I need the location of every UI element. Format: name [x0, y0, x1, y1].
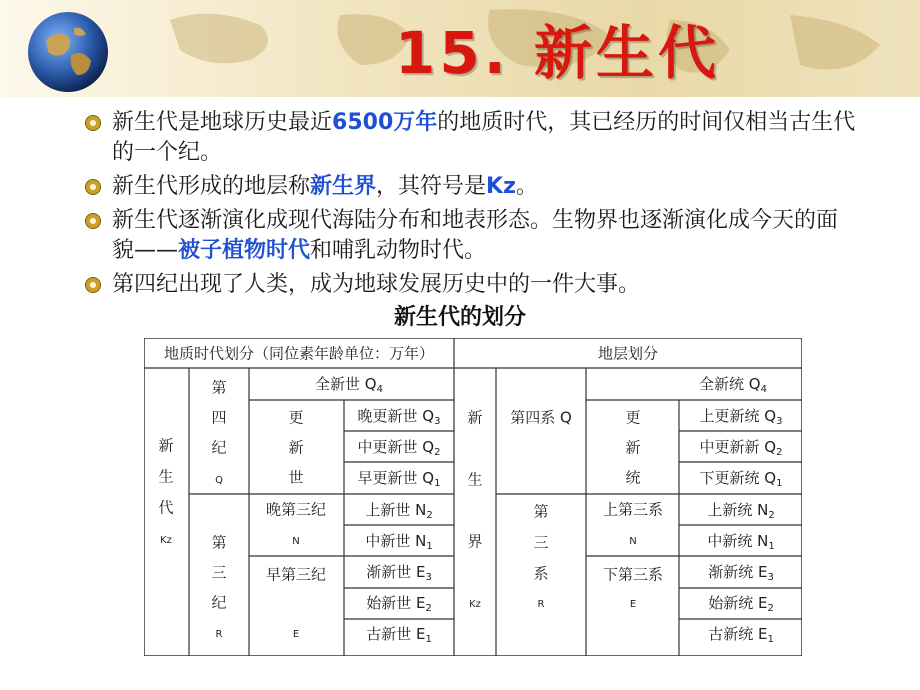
series-pleistocene-char: 更 [625, 408, 641, 427]
system-upper-symbol: N [629, 536, 637, 547]
bullet-text: 第四纪出现了人类，成为地球发展历史中的一件大事。 [112, 272, 641, 297]
table-caption: 新生代的划分 [393, 305, 526, 330]
system-tertiary-char: 第 [533, 502, 549, 521]
epoch-r: 始新世 $E_2$ [366, 593, 432, 614]
series-q: 下更新统 $Q_1$ [699, 468, 783, 489]
highlight-text: 被子植物时代 [178, 238, 311, 263]
system-tertiary-symbol: R [537, 599, 545, 610]
epoch-r: 渐新世 $E_3$ [366, 562, 432, 583]
highlight-text: 6500万年 [332, 110, 438, 135]
bullet-item [78, 270, 858, 300]
system-tertiary-char: 系 [533, 564, 549, 583]
erathem-char: 生 [467, 470, 483, 489]
series-r: 上新统 $N_2$ [707, 500, 775, 521]
bullet-item [78, 206, 858, 266]
series-pleistocene-char: 统 [625, 468, 641, 487]
epoch-pleistocene-char: 新 [288, 438, 304, 457]
period-char: 第 [211, 533, 227, 552]
slide-title: 15. 新生代 [395, 19, 720, 87]
period-char: 四 [211, 408, 227, 427]
system-tertiary-char: 三 [533, 533, 549, 552]
subperiod-early: 早第三纪 [265, 565, 327, 584]
system-lower: 下第三系 [602, 565, 664, 584]
period-symbol: Q [215, 475, 223, 486]
period-char: 纪 [211, 593, 227, 612]
series-r: 古新统 $E_1$ [708, 624, 774, 645]
header-geologic-time: 地质时代划分（同位素年龄单位：万年） [163, 344, 435, 363]
epoch-pleistocene-char: 更 [288, 408, 304, 427]
bullet-text: 的地质时代，其已经历的时间仅相当古生代的一个纪。 [112, 110, 856, 165]
cenozoic-division-table [144, 338, 802, 656]
era-char: 生 [158, 467, 174, 486]
period-symbol: R [215, 629, 223, 640]
erathem-char: 界 [467, 532, 483, 551]
bullet-text: 。 [515, 174, 538, 199]
subperiod-late: 晚第三纪 [265, 500, 327, 519]
globe-logo [26, 10, 110, 94]
bullet-text: 新生代形成的地层称 [112, 174, 311, 199]
bullet-icon [84, 178, 102, 196]
epoch-r: 古新世 $E_1$ [366, 624, 432, 645]
bullet-text: 新生代是地球历史最近 [112, 110, 333, 135]
epoch-q: 中更新世 $Q_2$ [357, 437, 441, 458]
era-char: 代 [158, 498, 174, 517]
series-q: 中更新新 $Q_2$ [699, 437, 783, 458]
bullet-text: ，其符号是 [376, 174, 487, 199]
bullet-item [78, 108, 858, 168]
bullet-item [78, 172, 858, 202]
bullet-list [78, 108, 858, 304]
epoch-q: 晚更新世 $Q_3$ [357, 406, 441, 427]
bullet-text: 和哺乳动物时代。 [310, 238, 487, 263]
series-holocene: 全新统 $Q_4$ [699, 374, 767, 395]
series-q: 上更新统 $Q_3$ [699, 406, 783, 427]
epoch-r: 中新世 $N_1$ [365, 531, 433, 552]
highlight-text: 新生界 [310, 174, 377, 199]
header-strata: 地层划分 [597, 344, 659, 363]
highlight-text: Kz [486, 174, 516, 199]
bullet-icon [84, 276, 102, 294]
era-symbol: Kz [160, 535, 172, 546]
bullet-icon [84, 212, 102, 230]
series-r: 渐新统 $E_3$ [708, 562, 774, 583]
bullet-text: 新生代逐渐演化成现代海陆分布和地表形态。生物界也逐渐演化成今天的面貌—— [112, 208, 839, 263]
subperiod-early-symbol: E [292, 629, 300, 640]
erathem-char: 新 [467, 408, 483, 427]
series-r: 中新统 $N_1$ [707, 531, 775, 552]
period-char: 第 [211, 378, 227, 397]
period-char: 纪 [211, 438, 227, 457]
period-char: 三 [211, 563, 227, 582]
epoch-r: 上新世 $N_2$ [365, 500, 433, 521]
bullet-icon [84, 114, 102, 132]
system-lower-symbol: E [629, 599, 637, 610]
subperiod-late-symbol: N [292, 536, 300, 547]
era-char: 新 [158, 436, 174, 455]
epoch-q: 早更新世 $Q_1$ [357, 468, 441, 489]
system-quaternary: 第四系 Q [510, 408, 572, 427]
epoch-holocene: 全新世 $Q_4$ [315, 374, 383, 395]
erathem-symbol: Kz [469, 599, 481, 610]
system-upper: 上第三系 [602, 500, 664, 519]
series-r: 始新统 $E_2$ [708, 593, 774, 614]
series-pleistocene-char: 新 [625, 438, 641, 457]
epoch-pleistocene-char: 世 [288, 468, 304, 487]
